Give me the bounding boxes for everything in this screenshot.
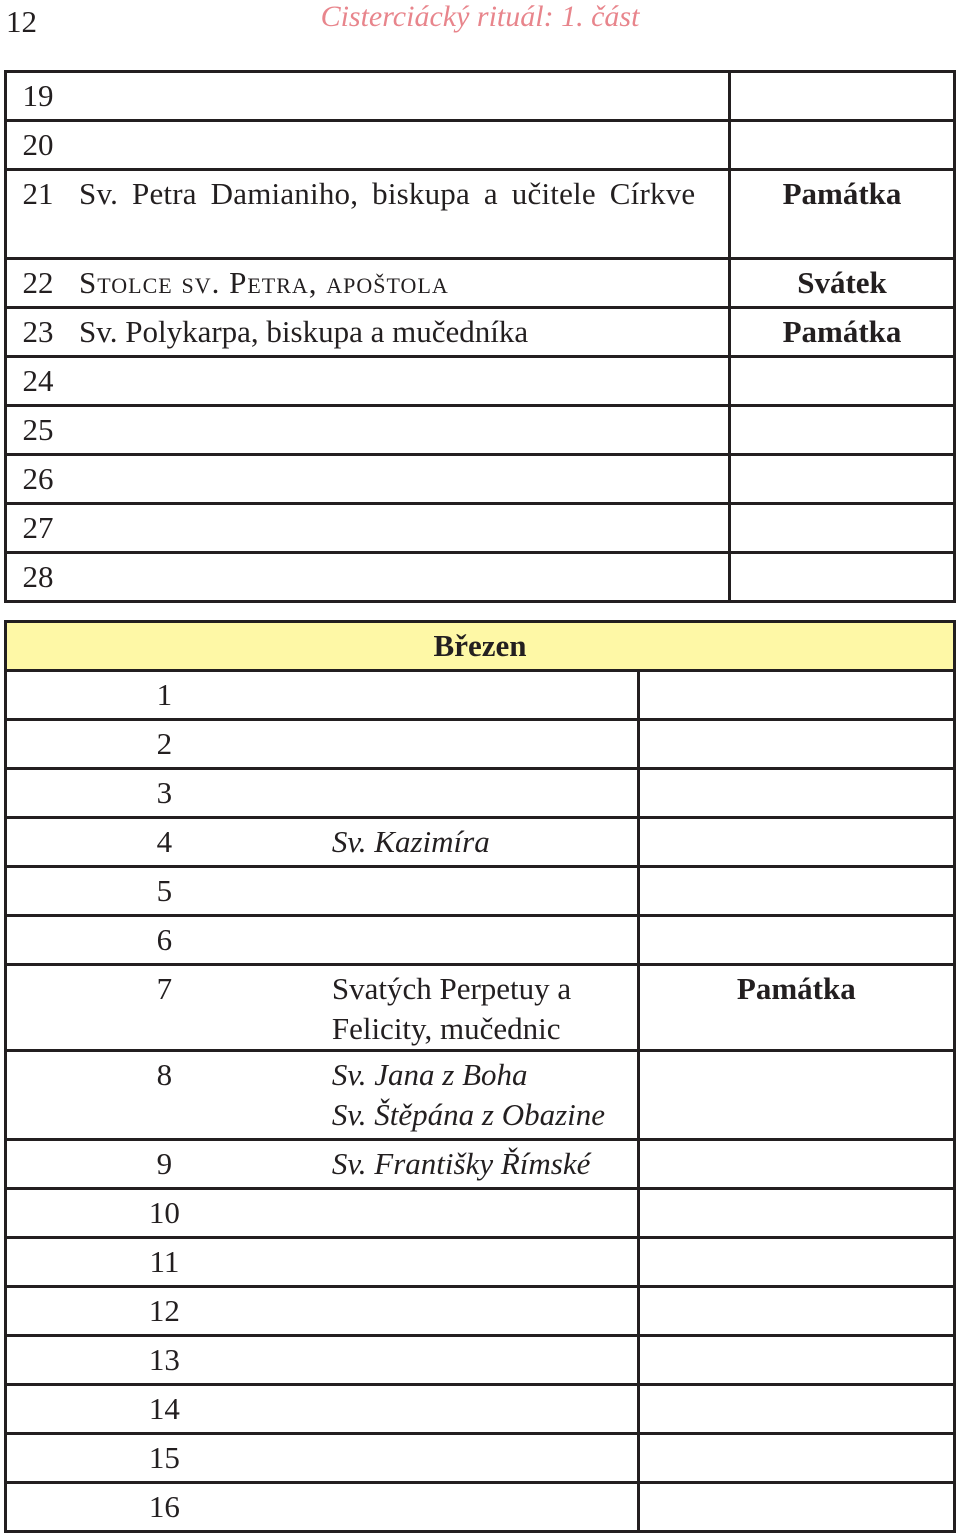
table-row <box>6 1336 955 1385</box>
feast-name <box>322 1287 638 1336</box>
feast-rank <box>638 720 954 769</box>
feast-name: Sv. Kazimíra <box>322 818 638 867</box>
table-row <box>6 1189 955 1238</box>
feast-name <box>69 121 730 170</box>
table-row <box>6 867 955 916</box>
feast-name: Svatých Perpetuy a Felicity, mučednic <box>322 965 638 1051</box>
feast-name <box>322 1483 638 1532</box>
feast-rank <box>730 121 955 170</box>
feast-name <box>69 553 730 602</box>
feast-rank <box>730 455 955 504</box>
feast-rank <box>730 72 955 121</box>
feast-rank: Památka <box>638 965 954 1051</box>
table-row <box>6 259 955 308</box>
feast-name <box>322 1336 638 1385</box>
day-number: 4 <box>6 818 322 867</box>
day-number: 6 <box>6 916 322 965</box>
march-calendar-table <box>4 620 956 1533</box>
feast-name <box>322 671 638 720</box>
feast-rank <box>638 1483 954 1532</box>
table-row <box>6 1483 955 1532</box>
table-row <box>6 170 955 259</box>
feast-name: Stolce sv. Petra, apoštola <box>69 259 730 308</box>
day-number: 9 <box>6 1140 322 1189</box>
table-row <box>6 308 955 357</box>
feast-name: Sv. Petra Damianiho, biskupa a učitele Církve <box>69 170 730 259</box>
feast-name <box>69 504 730 553</box>
day-number: 28 <box>6 553 70 602</box>
feast-name <box>322 1189 638 1238</box>
feast-name <box>322 867 638 916</box>
feast-rank: Památka <box>730 170 955 259</box>
table-row <box>6 769 955 818</box>
table-row <box>6 1385 955 1434</box>
day-number: 22 <box>6 259 70 308</box>
feast-name <box>69 455 730 504</box>
feast-rank: Památka <box>730 308 955 357</box>
feast-rank <box>638 916 954 965</box>
feast-rank <box>638 1051 954 1140</box>
feast-rank <box>730 357 955 406</box>
table-row <box>6 818 955 867</box>
table-row <box>6 720 955 769</box>
day-number: 14 <box>6 1385 322 1434</box>
feast-name <box>69 406 730 455</box>
table-row <box>6 504 955 553</box>
feast-rank <box>730 406 955 455</box>
day-number: 3 <box>6 769 322 818</box>
feast-rank <box>638 1434 954 1483</box>
feast-name <box>322 1385 638 1434</box>
day-number: 27 <box>6 504 70 553</box>
table-row <box>6 121 955 170</box>
day-number: 2 <box>6 720 322 769</box>
table-row <box>6 455 955 504</box>
table-row <box>6 1238 955 1287</box>
feast-rank: Svátek <box>730 259 955 308</box>
day-number: 1 <box>6 671 322 720</box>
day-number: 24 <box>6 357 70 406</box>
feast-rank <box>638 867 954 916</box>
feast-name <box>69 357 730 406</box>
feast-rank <box>638 1385 954 1434</box>
feast-rank <box>730 504 955 553</box>
table-row <box>6 1287 955 1336</box>
feast-rank <box>638 1336 954 1385</box>
feast-rank <box>638 818 954 867</box>
feast-rank <box>638 1287 954 1336</box>
feast-name <box>322 720 638 769</box>
day-number: 26 <box>6 455 70 504</box>
running-title: Cisterciácký rituál: 1. část <box>320 0 640 33</box>
day-number: 13 <box>6 1336 322 1385</box>
feast-name-line: Sv. Štěpána z Obazine <box>331 1097 606 1132</box>
feast-name <box>322 1051 638 1140</box>
day-number: 15 <box>6 1434 322 1483</box>
table-row <box>6 916 955 965</box>
feast-name <box>322 916 638 965</box>
day-number: 23 <box>6 308 70 357</box>
feast-name <box>322 1434 638 1483</box>
feast-rank <box>638 1189 954 1238</box>
table-row <box>6 671 955 720</box>
feast-name: Sv. Františky Římské <box>322 1140 638 1189</box>
table-row <box>6 72 955 121</box>
feast-name <box>322 1238 638 1287</box>
feast-rank <box>638 671 954 720</box>
month-title: Březen <box>6 622 955 671</box>
table-row <box>6 1140 955 1189</box>
feast-rank <box>638 1238 954 1287</box>
day-number: 19 <box>22 78 54 113</box>
day-number: 5 <box>6 867 322 916</box>
table-row <box>6 553 955 602</box>
feast-name-line: Sv. Jana z Boha <box>331 1057 528 1092</box>
day-number: 16 <box>6 1483 322 1532</box>
feast-name <box>69 72 730 121</box>
table-row <box>6 1051 955 1140</box>
day-number: 20 <box>6 121 70 170</box>
table-row <box>6 965 955 1051</box>
day-number: 10 <box>6 1189 322 1238</box>
table-row <box>6 357 955 406</box>
feast-name <box>322 769 638 818</box>
day-number: 8 <box>6 1051 322 1140</box>
table-row <box>6 406 955 455</box>
day-number: 7 <box>6 965 322 1051</box>
feast-rank <box>638 769 954 818</box>
day-number: 21 <box>6 170 70 259</box>
feast-rank <box>730 553 955 602</box>
feast-name: Sv. Polykarpa, biskupa a mučedníka <box>69 308 730 357</box>
table-row <box>6 1434 955 1483</box>
day-number: 25 <box>6 406 70 455</box>
feast-rank <box>638 1140 954 1189</box>
day-number: 12 <box>6 1287 322 1336</box>
day-number: 11 <box>6 1238 322 1287</box>
page-number: 12 <box>6 4 37 39</box>
february-calendar-table <box>4 70 956 603</box>
month-header-row <box>6 622 955 671</box>
